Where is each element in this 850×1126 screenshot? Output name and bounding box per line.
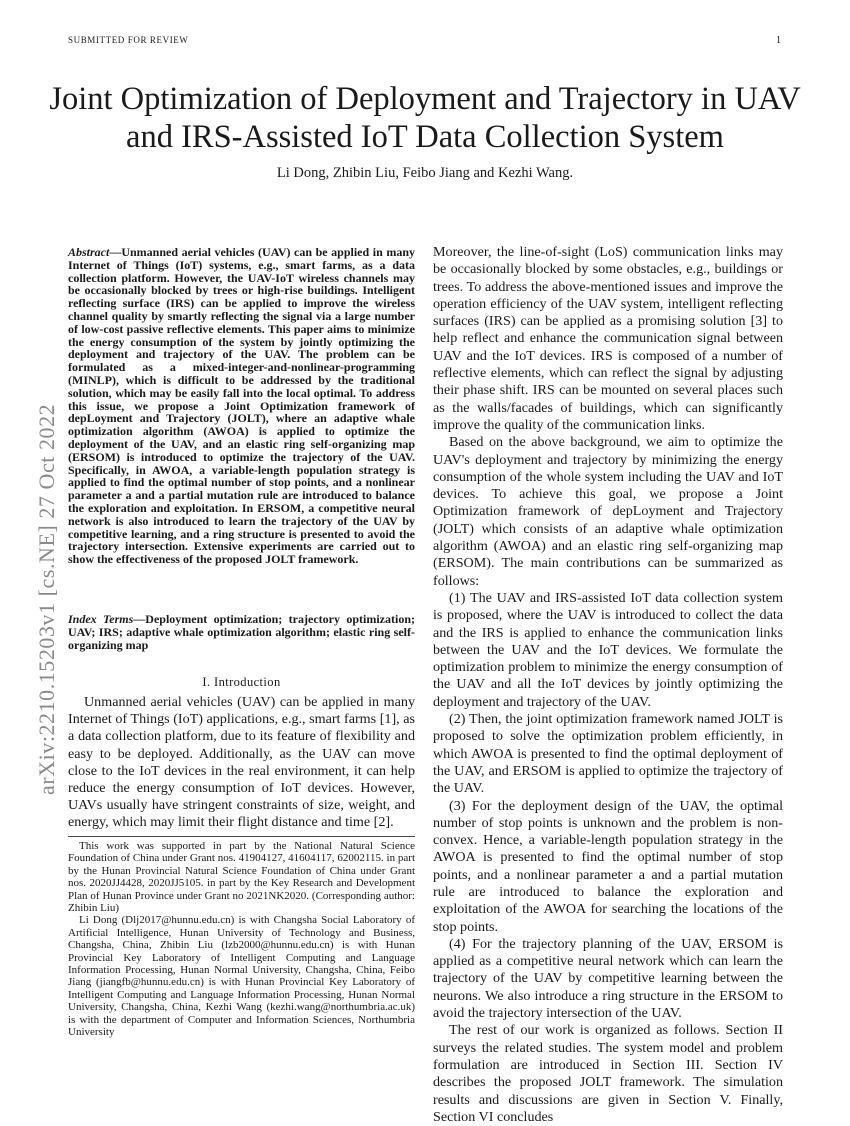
arxiv-identifier: arXiv:2210.15203v1 [cs.NE] 27 Oct 2022	[34, 403, 59, 795]
intro-paragraph: The rest of our work is organized as follows. Section II surveys the related studies. The system model and problem formulation are introduced in Section III. Section IV describes the proposed JOLT framework. The simulation results and discussions are given in Section V. Finally, Section VI concludes	[433, 1022, 783, 1125]
section-heading: I. Introduction	[202, 675, 281, 689]
intro-paragraph: Unmanned aerial vehicles (UAV) can be applied in many Internet of Things (IoT) applications, e.g., smart farms [1], as a data collection platform, due to its feature of flexibility and easy to be deployed. Additionally, as the UAV can move close to the IoT devices in the real environment, it can help reduce the energy consumption of IoT devices. However, UAVs usually have stringent constraints of size, weight, and energy, which may limit their flight distance and time [2].	[68, 694, 415, 831]
author-list: Li Dong, Zhibin Liu, Feibo Jiang and Kezhi Wang.	[276, 165, 574, 181]
contribution-item: (1) The UAV and IRS-assisted IoT data collection system is proposed, where the UAV is introduced to collect the data and the IRS is applied to enhance the communication links between the UAV and the IoT devices. We formulate the optimization problem to minimize the energy consumption of the UAV and all the IoT devices by jointly optimizing the deployment and trajectory of the UAV.	[433, 589, 783, 710]
footnote-funding: This work was supported in part by the National Natural Science Foundation of China under Grant nos. 41904127, 41604117, 62002115. in part by the Hunan Provincial Natural Science Foundation of China under Grant nos. 2020JJ4428, 2020JJ5105. in part by the Key Research and Development Plan of Hunan Province under Grant no 2021NK2020. (Corresponding author: Zhibin Liu)	[68, 840, 415, 915]
running-header: SUBMITTED FOR REVIEW	[68, 35, 189, 45]
contribution-item: (4) For the trajectory planning of the UAV, ERSOM is applied as a competitive neural network which can learn the trajectory of the UAV by competitive learning between the neurons. We also introduce a ring structure in the ERSOM to avoid the trajectory intersection of the UAV.	[433, 935, 783, 1022]
intro-paragraph: Moreover, the line-of-sight (LoS) communication links may be occasionally blocked by some obstacles, e.g., buildings or trees. To address the above-mentioned issues and improve the operation efficiency of the UAV system, intelligent reflecting surfaces (IRS) can be applied as a promising solution [3] to help reflect and enhance the communication signal between UAV and the IoT devices. IRS is composed of a number of reflective elements, which can reflect the signal by adjusting their phase shift. IRS can be mounted on several places such as the walls/facades of buildings, which can significantly improve the quality of the communication links.	[433, 244, 783, 433]
intro-left-column	[68, 694, 415, 832]
footnote-divider	[68, 836, 415, 837]
index-terms	[68, 613, 415, 651]
abstract-label: Abstract	[68, 245, 110, 259]
footnote-affiliations: Li Dong (Dlj2017@hunnu.edu.cn) is with Changsha Social Laboratory of Artificial Intelligence, Hunan University of Technology and Business, Changsha, China, Zhibin Liu (lzb2000@hunnu.edu.cn) is with Hunan Provincial Key Laboratory of Intelligent Computing and Language Information Processing, Hunan Normal University, Changsha, China, Feibo Jiang (jiangfb@hunnu.edu.cn) is with Hunan Provincial Key Laboratory of Intelligent Computing and Language Information Processing, Hunan Normal University, Changsha, China, Kezhi Wang (kezhi.wang@northumbria.ac.uk) is with the department of Computer and Information Sciences, Northumbria University	[68, 914, 415, 1039]
intro-right-column	[433, 244, 783, 1126]
abstract-text: —Unmanned aerial vehicles (UAV) can be applied in many Internet of Things (IoT) systems, e.g., smart farms, as a data collection platform. However, the UAV-IoT wireless channels may be occasionally blocked by trees or high-rise buildings. Intelligent reflecting surface (IRS) can be applied to improve the wireless channel quality by smartly reflecting the signal via a large number of low-cost passive reflective elements. This paper aims to minimize the energy consumption of the system by jointly optimizing the deployment and trajectory of the UAV. The problem can be formulated as a mixed-integer-and-nonlinear-programming (MINLP), which is difficult to be addressed by the traditional solution, which may be easily fall into the local optimal. To address this issue, we propose a Joint Optimization framework of depLoyment and Trajectory (JOLT), where an adaptive whale optimization algorithm (AWOA) is applied to optimize the deployment of the UAV, and an elastic ring self-organizing map (ERSOM) is introduced to optimize the trajectory of the UAV. Specifically, in AWOA, a variable-length population strategy is applied to find the optimal number of stop points, and a nonlinear parameter a and a partial mutation rule are introduced to balance the exploration and exploitation. In ERSOM, a competitive neural network is also introduced to learn the trajectory of the UAV by competitive learning, and a ring structure is presented to avoid the trajectory intersection. Extensive experiments are carried out to show the effectiveness of the proposed JOLT framework.	[68, 245, 415, 567]
index-terms-label: Index Terms	[68, 612, 134, 626]
footnote	[68, 840, 415, 1039]
index-terms-text: —Deployment optimization; trajectory optimization; UAV; IRS; adaptive whale optimization algorithm; elastic ring self-organizing map	[68, 612, 415, 652]
page-number: 1	[776, 35, 781, 46]
abstract	[68, 246, 415, 566]
contribution-item: (2) Then, the joint optimization framework named JOLT is proposed to solve the optimization problem efficiently, in which AWOA is presented to find the optimal deployment of the UAV, and ERSOM is applied to optimize the trajectory of the UAV.	[433, 711, 783, 797]
paper-title: Joint Optimization of Deployment and Trajectory in UAV and IRS-Assisted IoT Data Collection System	[49, 81, 801, 155]
contribution-item: (3) For the deployment design of the UAV, the optimal number of stop points is unknown and the problem is non-convex. Hence, a variable-length population strategy in the AWOA is presented to find the optimal number of stop points, and a nonlinear parameter a and a partial mutation rule are introduced to balance the exploration and exploitation of the AWOA for searching the locations of the stop points.	[433, 797, 783, 935]
intro-paragraph: Based on the above background, we aim to optimize the UAV's deployment and trajectory by minimizing the energy consumption of the whole system including the UAV and IoT devices. To achieve this goal, we propose a Joint Optimization framework of depLoyment and Trajectory (JOLT) which consists of an adaptive whale optimization algorithm (AWOA) and an elastic ring self-organizing map (ERSOM). The main contributions can be summarized as follows:	[433, 434, 783, 589]
